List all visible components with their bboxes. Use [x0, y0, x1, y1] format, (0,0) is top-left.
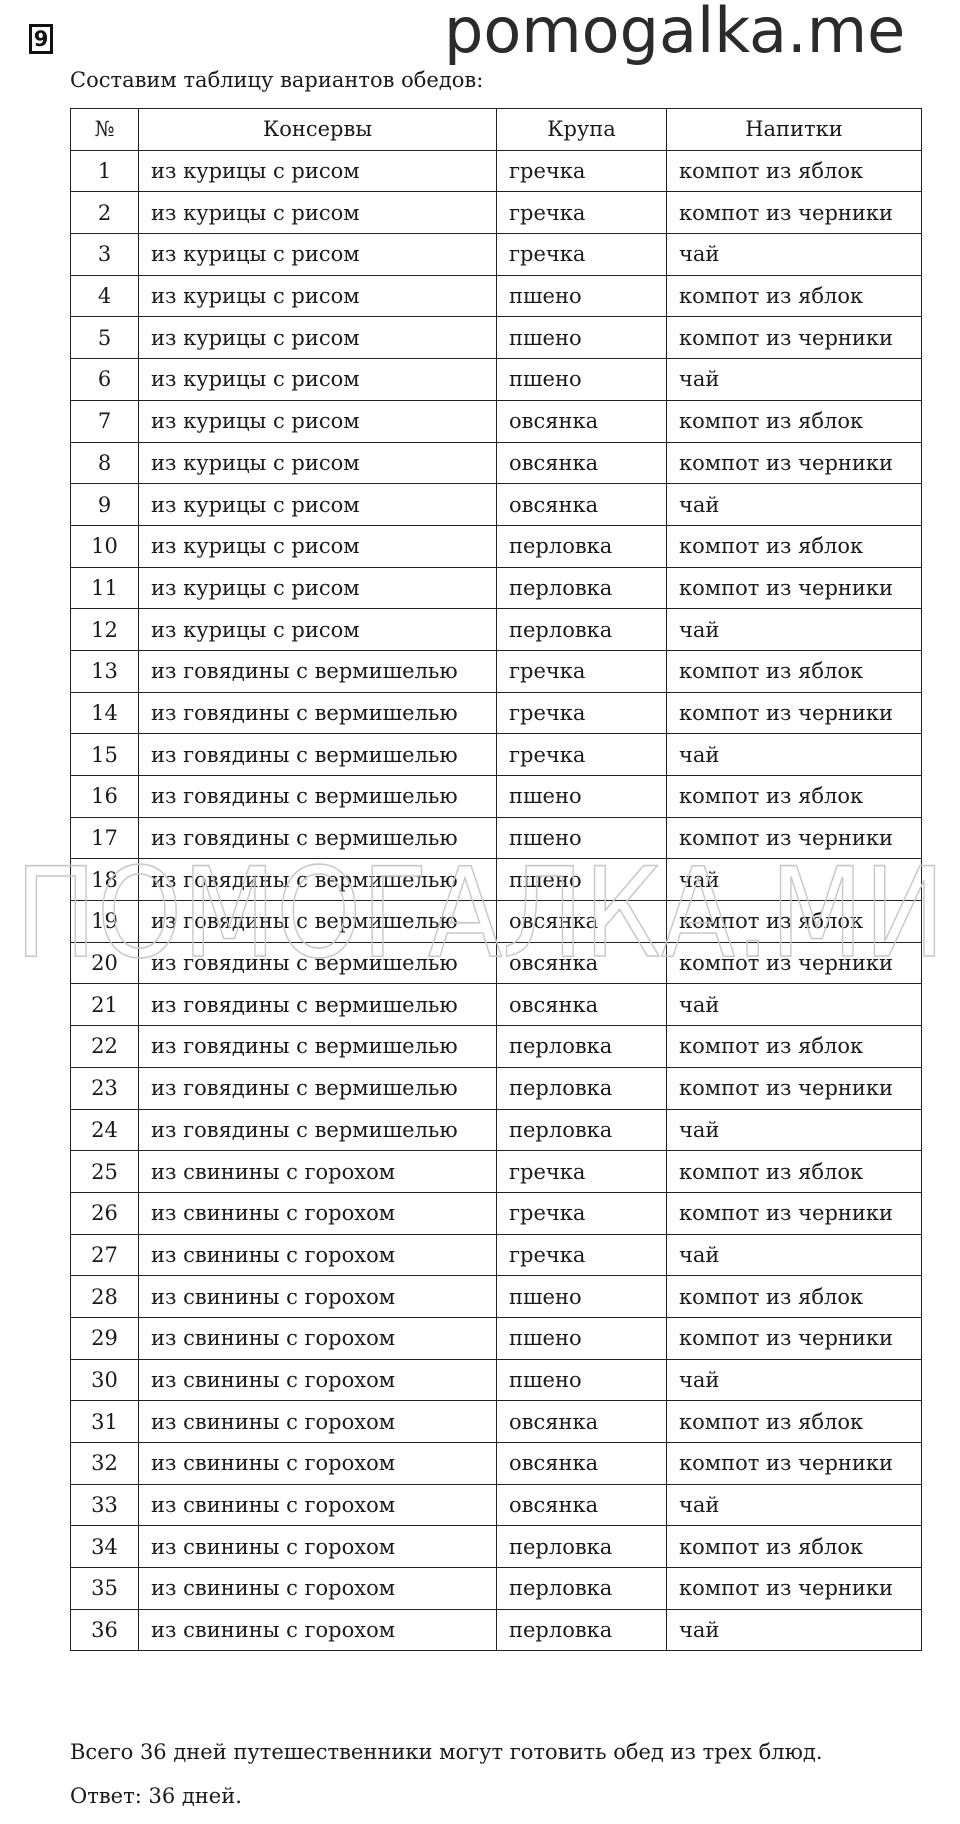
table-row — [71, 567, 922, 609]
task-number-badge: 9 — [29, 24, 53, 54]
row-number-cell: 20 — [71, 942, 139, 984]
grain-cell: гречка — [497, 692, 667, 734]
row-number-cell: 36 — [71, 1609, 139, 1651]
table-row — [71, 192, 922, 234]
row-number-cell: 21 — [71, 984, 139, 1026]
table-row — [71, 1151, 922, 1193]
row-number-cell: 2 — [71, 192, 139, 234]
drink-cell: компот из черники — [667, 1443, 922, 1485]
drink-cell: чай — [667, 609, 922, 651]
answer-text: Ответ: 36 дней. — [70, 1784, 242, 1808]
drink-cell: компот из яблок — [667, 901, 922, 943]
canned-food-cell: из говядины с вермишелью — [139, 776, 497, 818]
row-number-cell: 12 — [71, 609, 139, 651]
grain-cell: перловка — [497, 1609, 667, 1651]
grain-cell: овсянка — [497, 901, 667, 943]
drink-cell: компот из яблок — [667, 525, 922, 567]
canned-food-cell: из говядины с вермишелью — [139, 734, 497, 776]
canned-food-cell: из свинины с горохом — [139, 1401, 497, 1443]
drink-cell: компот из яблок — [667, 1151, 922, 1193]
grain-cell: овсянка — [497, 942, 667, 984]
table-row — [71, 817, 922, 859]
canned-food-cell: из курицы с рисом — [139, 234, 497, 276]
table-row — [71, 692, 922, 734]
site-logo: pomogalka.me — [444, 0, 906, 67]
canned-food-cell: из говядины с вермишелью — [139, 1026, 497, 1068]
grain-cell: пшено — [497, 859, 667, 901]
table-row — [71, 734, 922, 776]
grain-cell: перловка — [497, 609, 667, 651]
drink-cell: компот из черники — [667, 1192, 922, 1234]
drink-cell: чай — [667, 1484, 922, 1526]
grain-cell: гречка — [497, 150, 667, 192]
column-header: № — [71, 109, 139, 151]
row-number-cell: 4 — [71, 275, 139, 317]
drink-cell: компот из черники — [667, 942, 922, 984]
drink-cell: компот из черники — [667, 1067, 922, 1109]
grain-cell: гречка — [497, 1192, 667, 1234]
row-number-cell: 5 — [71, 317, 139, 359]
grain-cell: пшено — [497, 1317, 667, 1359]
table-row — [71, 150, 922, 192]
column-header: Напитки — [667, 109, 922, 151]
table-row — [71, 484, 922, 526]
drink-cell: компот из черники — [667, 317, 922, 359]
grain-cell: овсянка — [497, 984, 667, 1026]
drink-cell: чай — [667, 359, 922, 401]
grain-cell: пшено — [497, 1359, 667, 1401]
drink-cell: чай — [667, 984, 922, 1026]
canned-food-cell: из свинины с горохом — [139, 1609, 497, 1651]
drink-cell: компот из черники — [667, 1317, 922, 1359]
drink-cell: чай — [667, 734, 922, 776]
row-number-cell: 31 — [71, 1401, 139, 1443]
drink-cell: компот из яблок — [667, 776, 922, 818]
grain-cell: овсянка — [497, 1401, 667, 1443]
grain-cell: пшено — [497, 1276, 667, 1318]
canned-food-cell: из курицы с рисом — [139, 275, 497, 317]
watermark-text: ПОМОГАЛКА.МИ — [15, 848, 945, 968]
canned-food-cell: из курицы с рисом — [139, 484, 497, 526]
row-number-cell: 24 — [71, 1109, 139, 1151]
grain-cell: овсянка — [497, 484, 667, 526]
canned-food-cell: из говядины с вермишелью — [139, 1067, 497, 1109]
grain-cell: овсянка — [497, 1484, 667, 1526]
grain-cell: пшено — [497, 317, 667, 359]
canned-food-cell: из говядины с вермишелью — [139, 859, 497, 901]
row-number-cell: 13 — [71, 650, 139, 692]
total-text: Всего 36 дней путешественники могут готовить обед из трех блюд. — [70, 1740, 823, 1764]
table-row — [71, 1276, 922, 1318]
drink-cell: чай — [667, 859, 922, 901]
grain-cell: овсянка — [497, 400, 667, 442]
table-row — [71, 1359, 922, 1401]
row-number-cell: 28 — [71, 1276, 139, 1318]
canned-food-cell: из свинины с горохом — [139, 1568, 497, 1610]
column-header: Консервы — [139, 109, 497, 151]
row-number-cell: 18 — [71, 859, 139, 901]
table-row — [71, 650, 922, 692]
drink-cell: компот из черники — [667, 567, 922, 609]
canned-food-cell: из курицы с рисом — [139, 609, 497, 651]
table-row — [71, 609, 922, 651]
row-number-cell: 6 — [71, 359, 139, 401]
canned-food-cell: из говядины с вермишелью — [139, 901, 497, 943]
row-number-cell: 29 — [71, 1317, 139, 1359]
table-row — [71, 1109, 922, 1151]
table-header-row — [71, 109, 922, 151]
table-row — [71, 859, 922, 901]
canned-food-cell: из курицы с рисом — [139, 400, 497, 442]
grain-cell: овсянка — [497, 442, 667, 484]
grain-cell: пшено — [497, 817, 667, 859]
row-number-cell: 26 — [71, 1192, 139, 1234]
intro-text: Составим таблицу вариантов обедов: — [70, 68, 484, 92]
grain-cell: перловка — [497, 567, 667, 609]
row-number-cell: 14 — [71, 692, 139, 734]
canned-food-cell: из говядины с вермишелью — [139, 650, 497, 692]
canned-food-cell: из говядины с вермишелью — [139, 942, 497, 984]
table-row — [71, 901, 922, 943]
grain-cell: пшено — [497, 275, 667, 317]
canned-food-cell: из свинины с горохом — [139, 1192, 497, 1234]
row-number-cell: 30 — [71, 1359, 139, 1401]
drink-cell: компот из яблок — [667, 1401, 922, 1443]
drink-cell: чай — [667, 1234, 922, 1276]
drink-cell: компот из яблок — [667, 150, 922, 192]
row-number-cell: 15 — [71, 734, 139, 776]
table-row — [71, 1484, 922, 1526]
drink-cell: чай — [667, 1109, 922, 1151]
table-body — [71, 150, 922, 1651]
row-number-cell: 33 — [71, 1484, 139, 1526]
grain-cell: гречка — [497, 1234, 667, 1276]
table-row — [71, 1568, 922, 1610]
drink-cell: чай — [667, 484, 922, 526]
table-row — [71, 359, 922, 401]
table-row — [71, 1026, 922, 1068]
canned-food-cell: из курицы с рисом — [139, 317, 497, 359]
canned-food-cell: из курицы с рисом — [139, 192, 497, 234]
canned-food-cell: из свинины с горохом — [139, 1443, 497, 1485]
drink-cell: чай — [667, 234, 922, 276]
table-row — [71, 776, 922, 818]
canned-food-cell: из говядины с вермишелью — [139, 1109, 497, 1151]
table-row — [71, 1609, 922, 1651]
table-row — [71, 317, 922, 359]
row-number-cell: 8 — [71, 442, 139, 484]
drink-cell: компот из яблок — [667, 1276, 922, 1318]
drink-cell: компот из яблок — [667, 400, 922, 442]
row-number-cell: 3 — [71, 234, 139, 276]
drink-cell: чай — [667, 1359, 922, 1401]
canned-food-cell: из свинины с горохом — [139, 1484, 497, 1526]
row-number-cell: 32 — [71, 1443, 139, 1485]
row-number-cell: 9 — [71, 484, 139, 526]
table-row — [71, 942, 922, 984]
table-row — [71, 525, 922, 567]
column-header: Крупа — [497, 109, 667, 151]
row-number-cell: 23 — [71, 1067, 139, 1109]
canned-food-cell: из говядины с вермишелью — [139, 817, 497, 859]
canned-food-cell: из курицы с рисом — [139, 150, 497, 192]
canned-food-cell: из свинины с горохом — [139, 1151, 497, 1193]
row-number-cell: 10 — [71, 525, 139, 567]
canned-food-cell: из курицы с рисом — [139, 442, 497, 484]
lunch-variants-table — [70, 108, 922, 1651]
table-row — [71, 400, 922, 442]
grain-cell: гречка — [497, 234, 667, 276]
table-row — [71, 1526, 922, 1568]
table-row — [71, 1067, 922, 1109]
row-number-cell: 16 — [71, 776, 139, 818]
row-number-cell: 1 — [71, 150, 139, 192]
drink-cell: компот из черники — [667, 442, 922, 484]
table-row — [71, 1401, 922, 1443]
canned-food-cell: из свинины с горохом — [139, 1526, 497, 1568]
grain-cell: перловка — [497, 1026, 667, 1068]
canned-food-cell: из говядины с вермишелью — [139, 984, 497, 1026]
canned-food-cell: из свинины с горохом — [139, 1234, 497, 1276]
grain-cell: перловка — [497, 1568, 667, 1610]
drink-cell: компот из яблок — [667, 1526, 922, 1568]
drink-cell: компот из черники — [667, 817, 922, 859]
row-number-cell: 19 — [71, 901, 139, 943]
grain-cell: овсянка — [497, 1443, 667, 1485]
canned-food-cell: из свинины с горохом — [139, 1276, 497, 1318]
table-row — [71, 1317, 922, 1359]
table-row — [71, 442, 922, 484]
table-row — [71, 234, 922, 276]
drink-cell: компот из яблок — [667, 650, 922, 692]
canned-food-cell: из курицы с рисом — [139, 525, 497, 567]
canned-food-cell: из свинины с горохом — [139, 1317, 497, 1359]
drink-cell: компот из черники — [667, 1568, 922, 1610]
table-row — [71, 1234, 922, 1276]
grain-cell: гречка — [497, 650, 667, 692]
row-number-cell: 25 — [71, 1151, 139, 1193]
grain-cell: гречка — [497, 734, 667, 776]
row-number-cell: 17 — [71, 817, 139, 859]
grain-cell: пшено — [497, 776, 667, 818]
drink-cell: компот из яблок — [667, 275, 922, 317]
table-row — [71, 984, 922, 1026]
canned-food-cell: из курицы с рисом — [139, 359, 497, 401]
grain-cell: перловка — [497, 1526, 667, 1568]
row-number-cell: 22 — [71, 1026, 139, 1068]
table-row — [71, 275, 922, 317]
canned-food-cell: из свинины с горохом — [139, 1359, 497, 1401]
grain-cell: гречка — [497, 192, 667, 234]
grain-cell: перловка — [497, 1067, 667, 1109]
grain-cell: гречка — [497, 1151, 667, 1193]
row-number-cell: 11 — [71, 567, 139, 609]
table-row — [71, 1443, 922, 1485]
row-number-cell: 34 — [71, 1526, 139, 1568]
row-number-cell: 27 — [71, 1234, 139, 1276]
grain-cell: перловка — [497, 1109, 667, 1151]
grain-cell: перловка — [497, 525, 667, 567]
drink-cell: компот из черники — [667, 692, 922, 734]
grain-cell: пшено — [497, 359, 667, 401]
row-number-cell: 7 — [71, 400, 139, 442]
row-number-cell: 35 — [71, 1568, 139, 1610]
drink-cell: компот из черники — [667, 192, 922, 234]
drink-cell: компот из яблок — [667, 1026, 922, 1068]
table-row — [71, 1192, 922, 1234]
drink-cell: чай — [667, 1609, 922, 1651]
canned-food-cell: из говядины с вермишелью — [139, 692, 497, 734]
canned-food-cell: из курицы с рисом — [139, 567, 497, 609]
